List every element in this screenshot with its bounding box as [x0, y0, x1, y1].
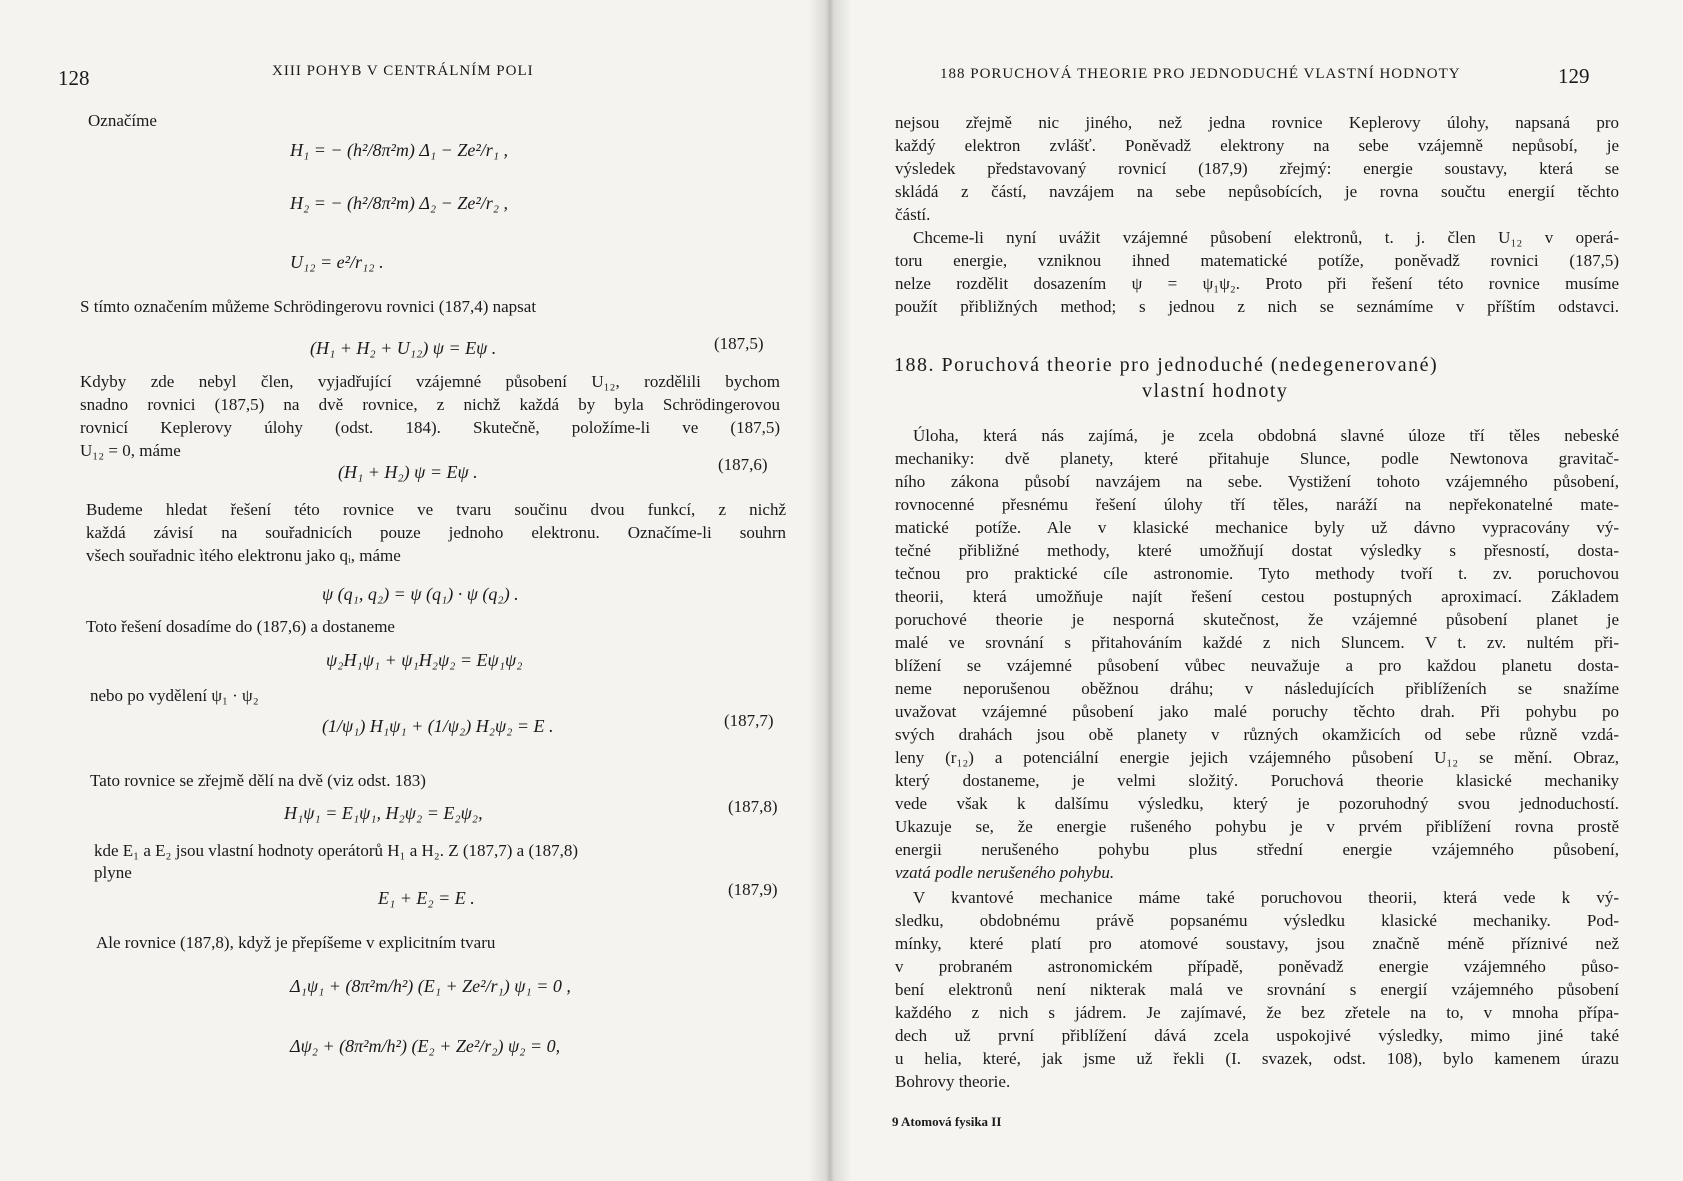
text-line: mínky, které platí pro atomové soustavy, jsou značně méně příznivé než	[895, 934, 1619, 953]
equation-187-5: (H₁ + H₂ + U₁₂) ψ = Eψ .	[310, 338, 497, 358]
paragraph-kdyby	[80, 370, 780, 462]
equation-number: (187,5)	[714, 334, 764, 353]
left-running-header: XIII POHYB V CENTRÁLNÍM POLI	[272, 63, 534, 79]
left-page-number: 128	[58, 66, 90, 90]
text-line: theorii, která umožňuje najít řešení cestou postupných aproximací. Základem	[895, 587, 1619, 606]
equation-number: (187,7)	[724, 711, 774, 730]
text-line: který dostaneme, je velmi složitý. Poruchová theorie klasické mechaniky	[895, 771, 1619, 790]
text-line: snadno rovnici (187,5) na dvě rovnice, z nichž každá by byla Schrödingerovou	[80, 395, 780, 414]
text-line: skládá z částí, navzájem na sebe nepůsobících, je rovna součtu energií těchto	[895, 182, 1619, 201]
text-line: neme neporušenou oběžnou dráhu; v následujících přiblíženích se snažíme	[895, 679, 1619, 698]
text-line: U₁₂ = 0, máme	[80, 441, 181, 460]
book-gutter	[808, 0, 852, 1181]
text-line: Chceme-li nyní uvážit vzájemné působení elektronů, t. j. člen U₁₂ v operá-	[913, 228, 1619, 247]
text-line: každá závisí na souřadnicích pouze jednoho elektronu. Označíme-li souhrn	[86, 523, 786, 542]
equation-number: (187,9)	[728, 880, 778, 899]
section-title: vlastní hodnoty	[1142, 380, 1289, 402]
equation-187-7: (1/ψ₁) H₁ψ₁ + (1/ψ₂) H₂ψ₂ = E .	[322, 716, 554, 736]
text-line: Kdyby zde nebyl člen, vyjadřující vzájemné působení U₁₂, rozdělili bychom	[80, 372, 780, 391]
text-line: rovnicí Keplerovy úlohy (odst. 184). Skutečně, položíme-li ve (187,5)	[80, 418, 780, 437]
equation-187-8: H₁ψ₁ = E₁ψ₁, H₂ψ₂ = E₂ψ₂,	[284, 803, 483, 823]
equation-187-6: (H₁ + H₂) ψ = Eψ .	[338, 462, 478, 482]
intro-text: Označíme	[88, 111, 157, 130]
left-page	[0, 0, 830, 1181]
text-line: výsledek představovaný rovnicí (187,9) zřejmý: energie soustavy, která se	[895, 159, 1619, 178]
paragraph-uloha	[895, 424, 1619, 884]
right-page	[830, 0, 1683, 1181]
text-line: každý elektron zvlášť. Poněvadž elektrony na sebe vzájemně nepůsobí, je	[895, 136, 1619, 155]
equation-explicit-1: Δ₁ψ₁ + (8π²m/h²) (E₁ + Ze²/r₁) ψ₁ = 0 ,	[290, 976, 571, 996]
paragraph-text: kde E₁ a E₂ jsou vlastní hodnoty operátorů H₁ a H₂. Z (187,7) a (187,8)	[94, 841, 579, 860]
text-line: u helia, které, jak jsme už řekli (I. svazek, odst. 108), bylo kamenem úrazu	[895, 1049, 1619, 1068]
text-line: rovnocenné přesnému řešení úlohy tří těles, naráží na nepřekonatelné mate-	[895, 495, 1619, 514]
equation-H1: H₁ = − (h²/8π²m) Δ₁ − Ze²/r₁ ,	[290, 140, 508, 160]
text-line: V kvantové mechanice máme také poruchovou theorii, která vede k vý-	[913, 888, 1619, 907]
section-title: 188. Poruchová theorie pro jednoduché (nedegenerované)	[894, 354, 1439, 376]
text-line: bení elektronů není nikterak malá ve srovnání s energií vzájemného působení	[895, 980, 1619, 999]
equation-number: (187,6)	[718, 455, 768, 474]
text-line: energii nerušeného pohybu plus střední energie vzájemného působení,	[895, 840, 1619, 859]
text-line: Bohrovy theorie.	[895, 1072, 1011, 1091]
text-line: použít přibližných method; s jednou z nich se seznámíme v příštím odstavci.	[895, 297, 1619, 316]
text-line: tečné přibližné methody, které umožňují dostat výsledky s přesností, dosta-	[895, 541, 1619, 560]
text-line: leny (r₁₂) a potenciální energie jejich vzájemného působení U₁₂ se mění. Obraz,	[895, 748, 1619, 767]
text-line: nejsou zřejmě nic jiného, než jedna rovnice Keplerovy úlohy, napsaná pro	[895, 113, 1619, 132]
paragraph-chceme	[895, 226, 1619, 318]
text-line: Budeme hledat řešení této rovnice ve tvaru součinu dvou funkcí, z nichž	[86, 500, 786, 519]
text-line: blížení se vzájemné působení vůbec neuvažuje a pro každou planetu dosta-	[895, 656, 1619, 675]
equation-substituted: ψ₂H₁ψ₁ + ψ₁H₂ψ₂ = Eψ₁ψ₂	[326, 650, 523, 670]
text-line: částí.	[895, 205, 931, 224]
equation-explicit-2: Δψ₂ + (8π²m/h²) (E₂ + Ze²/r₂) ψ₂ = 0,	[290, 1036, 561, 1056]
paragraph-text: S tímto označením můžeme Schrödingerovu rovnici (187,4) napsat	[80, 297, 537, 316]
text-line: Úloha, která nás zajímá, je zcela obdobná slavné úloze tří těles nebeské	[913, 426, 1619, 445]
text-line: svých drahách jsou obě planety v různých okamžicích od sebe různě vzdá-	[895, 725, 1619, 744]
text-line: tečnou pro praktické cíle astronomie. Tyto methody tvoří t. zv. poruchovou	[895, 564, 1619, 583]
equation-number: (187,8)	[728, 797, 778, 816]
equation-product: ψ (q₁, q₂) = ψ (q₁) · ψ (q₂) .	[322, 584, 519, 604]
text-line: nelze rozdělit dosazením ψ = ψ₁ψ₂. Proto při řešení této rovnice musíme	[895, 274, 1619, 293]
equation-H2: H₂ = − (h²/8π²m) Δ₂ − Ze²/r₂ ,	[290, 193, 508, 213]
text-line: malé ve srovnání s přitahováním každé z nich Sluncem. V t. zv. nultém při-	[895, 633, 1619, 652]
text-line: matické potíže. Ale v klasické mechanice byly už dávno vypracovány vý-	[895, 518, 1619, 537]
text-line: dech už první přiblížení dává zcela uspokojivé výsledky, mimo jiné také	[895, 1026, 1619, 1045]
paragraph-text: Toto řešení dosadíme do (187,6) a dostaneme	[86, 617, 395, 636]
text-line: poruchové theorie je nesporná skutečnost, že vzájemné působení planet je	[895, 610, 1619, 629]
text-line: sledku, obdobnému právě popsanému výsledku klasické mechaniky. Pod-	[895, 911, 1619, 930]
text-line-italic: vzatá podle nerušeného pohybu.	[895, 863, 1115, 882]
page-footer: 9 Atomová fysika II	[892, 1114, 1002, 1129]
text-line: každého z nich s jádrem. Je zajímavé, že bez zřetele na to, v mnoha přípa-	[895, 1003, 1619, 1022]
paragraph-kvantove	[895, 886, 1619, 1093]
equation-U12: U₁₂ = e²/r₁₂ .	[290, 252, 384, 272]
text-line: Ukazuje se, že energie rušeného pohybu je v prvém přiblížení rovna prostě	[895, 817, 1619, 836]
paragraph-budeme	[86, 498, 786, 567]
text-line: v probraném astronomickém případě, poněvadž energie vzájemného půso-	[895, 957, 1619, 976]
paragraph-text: plyne	[94, 863, 132, 882]
text-line: mechaniky: dvě planety, které přitahuje Slunce, podle Newtonova gravitač-	[895, 449, 1619, 468]
text-line: toru energie, vzniknou ihned matematické potíže, poněvadž rovnici (187,5)	[895, 251, 1619, 270]
right-running-header: 188 PORUCHOVÁ THEORIE PRO JEDNODUCHÉ VLASTNÍ HODNOTY	[940, 66, 1461, 82]
paragraph-text: nebo po vydělení ψ₁ · ψ₂	[90, 686, 259, 705]
text-line: ního zákona působí navzájem na sebe. Vystižení tohoto vzájemného působení,	[895, 472, 1619, 491]
paragraph-nejsou	[895, 111, 1619, 226]
right-page-number: 129	[1558, 64, 1590, 88]
text-line: vede však k dalšímu výsledku, který je pozoruhodný svou jednoduchostí.	[895, 794, 1619, 813]
text-line: všech souřadnic ìtého elektronu jako qᵢ, máme	[86, 546, 401, 565]
paragraph-text: Tato rovnice se zřejmě dělí na dvě (viz odst. 183)	[90, 771, 426, 790]
text-line: uvažovat vzájemné působení jako malé poruchy těchto drah. Při pohybu po	[895, 702, 1619, 721]
equation-187-9: E₁ + E₂ = E .	[378, 888, 475, 908]
paragraph-text: Ale rovnice (187,8), když je přepíšeme v explicitním tvaru	[96, 933, 496, 952]
